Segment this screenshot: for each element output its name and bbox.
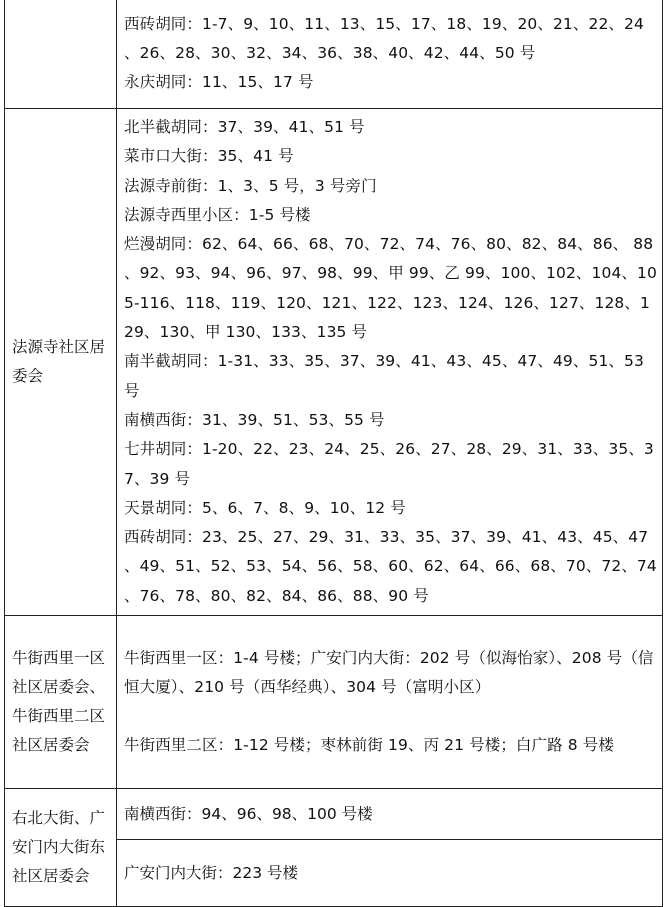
address-line: 牛街西里一区：1-4 号楼；广安门内大街：202 号（似海怡家）、208 号（信恒大厦）、210 号（西华经典）、304 号（富明小区） (124, 648, 654, 696)
table-row (5, 789, 663, 840)
spacer (124, 702, 658, 731)
table-row (5, 0, 663, 109)
address-line: 烂漫胡同：62、64、66、68、70、72、74、76、80、82、84、86、 88、92、93、94、96、97、98、99、甲 99、乙 99、100、102、104、105-116、118、119、120、121、122、123、124、126、127、128、129、130、甲 130、133、135 号 (124, 235, 657, 342)
community-name-cell: 右北大街、广安门内大街东社区居委会 (5, 789, 117, 907)
address-line: 永庆胡同：11、15、17 号 (124, 73, 314, 92)
address-table (4, 0, 663, 907)
address-cell: 南横西街：94、96、98、100 号楼 (117, 789, 663, 840)
address-cell: 广安门内大街：223 号楼 (117, 840, 663, 907)
address-line: 法源寺前街：1、3、5 号，3 号旁门 (124, 176, 377, 195)
community-name-cell (5, 0, 117, 109)
address-line: 牛街西里二区：1-12 号楼；枣林前街 19、丙 21 号楼；白广路 8 号楼 (124, 736, 614, 755)
address-cell (117, 109, 663, 616)
address-line: 南半截胡同：1-31、33、35、37、39、41、43、45、47、49、51、53 号 (124, 352, 644, 400)
address-line: 西砖胡同：23、25、27、29、31、33、35、37、39、41、43、45、47、49、51、52、53、54、56、58、60、62、64、66、68、70、72、74、76、78、80、82、84、86、88、90 号 (124, 528, 657, 605)
community-name-cell: 法源寺社区居委会 (5, 109, 117, 616)
address-line: 南横西街：31、39、51、53、55 号 (124, 410, 385, 429)
address-line: 西砖胡同：1-7、9、10、11、13、15、17、18、19、20、21、22、24、26、28、30、32、34、36、38、40、42、44、50 号 (124, 14, 644, 62)
table-row (5, 616, 663, 789)
address-line: 天景胡同：5、6、7、8、9、10、12 号 (124, 498, 406, 517)
address-line: 北半截胡同：37、39、41、51 号 (124, 118, 365, 136)
address-cell (117, 0, 663, 109)
address-line: 菜市口大街：35、41 号 (124, 147, 294, 166)
address-line: 法源寺西里小区：1-5 号楼 (124, 205, 311, 224)
address-cell (117, 616, 663, 789)
table-row (5, 109, 663, 616)
community-name-cell: 牛街西里一区社区居委会、牛街西里二区社区居委会 (5, 616, 117, 789)
address-line: 七井胡同：1-20、22、23、24、25、26、27、28、29、31、33、35、37、39 号 (124, 440, 654, 488)
